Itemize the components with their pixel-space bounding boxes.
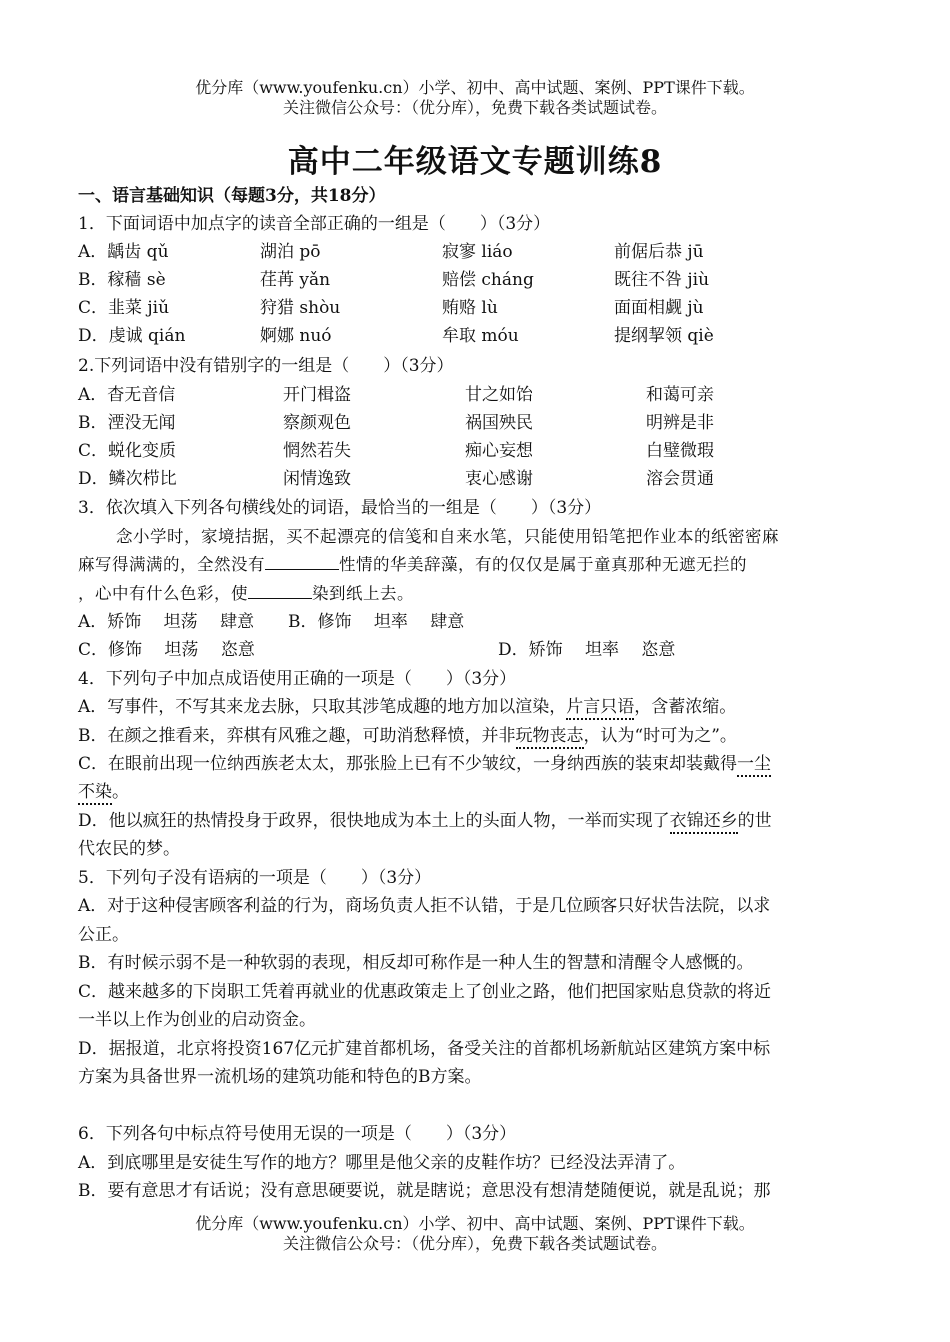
- q2-a-2: 开门楫盗: [283, 385, 351, 405]
- header-line-2: 关注微信公众号：（优分库），免费下载各类试题试卷。: [282, 98, 667, 117]
- q4-a-pre: A．写事件，不写其来龙去脉，只取其涉笔成趣的地方加以渲染，: [78, 697, 567, 717]
- q4-option-c-line-1: [78, 754, 878, 774]
- q2-a-4: 和蔼可亲: [646, 385, 714, 405]
- q3-option-d: D．矫饰 坦率 恣意: [498, 640, 676, 660]
- q1-stem: 1．下面词语中加点字的读音全部正确的一组是（ ）（3分）: [78, 214, 551, 234]
- q6-option-b: B．要有意思才有话说；没有意思硬要说，就是瞎说；意思没有想清楚随便说，就是乱说；那: [78, 1181, 771, 1201]
- q2-a-1: A．杳无音信: [78, 385, 176, 405]
- q5-stem: 5．下列句子没有语病的一项是（ ）（3分）: [78, 868, 432, 888]
- q2-d-1: D．鳞次栉比: [78, 469, 177, 489]
- footer-line-2: 关注微信公众号：（优分库），免费下载各类试题试卷。: [282, 1234, 667, 1253]
- q4-c-post: 。: [112, 782, 129, 802]
- q5-option-d-line-2: 方案为具备世界一流机场的建筑功能和特色的B方案。: [78, 1067, 482, 1087]
- q4-c-pre: C．在眼前出现一位纳西族老太太，那张脸上已有不少皱纹，一身纳西族的装束却装戴得: [78, 754, 738, 774]
- q1-c-1: C．韭菜 jiǔ: [78, 298, 170, 318]
- q3-option-a: A．矫饰 坦荡 肆意: [78, 612, 255, 632]
- q4-option-d-line-1: [78, 811, 878, 831]
- q4-b-pre: B．在颜之推看来，弈棋有风雅之趣，可助消愁释愤，并非: [78, 726, 516, 746]
- q1-b-4: 既往不咎 jiù: [614, 270, 710, 290]
- footer-line-1: 优分库（www.youfenku.cn）小学、初中、高中试题、案例、PPT课件下载。: [195, 1214, 755, 1233]
- q1-c-4: 面面相觑 jù: [614, 298, 704, 318]
- q1-d-1: D．虔诚 qián: [78, 326, 186, 346]
- q2-d-3: 衷心感谢: [465, 469, 533, 489]
- q4-c-dotted-2: 不染: [78, 782, 112, 805]
- q4-option-a: [78, 697, 878, 717]
- q2-stem: 2.下列词语中没有错别字的一组是（ ）（3分）: [78, 356, 454, 376]
- q1-c-2: 狩猎 shòu: [260, 298, 341, 318]
- q3-passage-3a: ，心中有什么色彩，使: [78, 584, 248, 603]
- q4-b-dotted: 玩物丧志: [516, 726, 584, 749]
- q4-c-dotted-1: 一尘: [737, 754, 771, 777]
- q2-a-3: 甘之如饴: [465, 385, 533, 405]
- q3-passage-line-3: [78, 584, 878, 604]
- q2-b-1: B．湮没无闻: [78, 413, 176, 433]
- q1-d-4: 提纲挈领 qiè: [614, 326, 714, 346]
- q2-b-3: 祸国殃民: [465, 413, 533, 433]
- q4-d-pre: D．他以疯狂的热情投身于政界，很快地成为本土上的头面人物，一举而实现了: [78, 811, 670, 831]
- q1-b-3: 赔偿 cháng: [442, 270, 534, 290]
- q1-a-4: 前倨后恭 jū: [614, 242, 704, 262]
- q3-option-b: B．修饰 坦率 肆意: [288, 612, 465, 632]
- q6-stem: 6．下列各句中标点符号使用无误的一项是（ ）（3分）: [78, 1124, 517, 1144]
- q4-option-b: [78, 726, 878, 746]
- q4-stem: 4．下列句子中加点成语使用正确的一项是（ ）（3分）: [78, 669, 517, 689]
- q5-option-a-line-2: 公正。: [78, 925, 129, 945]
- q1-c-3: 贿赂 lù: [442, 298, 498, 318]
- q4-a-post: ，含蓄浓缩。: [634, 697, 737, 717]
- q2-d-2: 闲情逸致: [283, 469, 351, 489]
- q2-c-4: 白璧微瑕: [646, 441, 714, 461]
- q3-option-c: C．修饰 坦荡 恣意: [78, 640, 255, 660]
- q2-b-4: 明辨是非: [646, 413, 714, 433]
- q2-d-4: 溶会贯通: [646, 469, 714, 489]
- q3-blank-2: [248, 584, 312, 599]
- q1-d-2: 婀娜 nuó: [260, 326, 332, 346]
- q3-stem: 3．依次填入下列各句横线处的词语，最恰当的一组是（ ）（3分）: [78, 498, 602, 518]
- q1-d-3: 牟取 móu: [442, 326, 519, 346]
- q3-passage-line-2: [78, 555, 878, 575]
- q1-b-2: 荏苒 yǎn: [260, 270, 331, 290]
- q1-a-2: 湖泊 pō: [260, 242, 321, 262]
- q4-option-c-line-2: [78, 782, 878, 802]
- q3-passage-2b: 性情的华美辞藻，有的仅仅是属于童真那种无遮无拦的: [339, 555, 747, 574]
- q5-option-a-line-1: A．对于这种侵害顾客利益的行为，商场负责人拒不认错，于是几位顾客只好状告法院，以求: [78, 896, 771, 916]
- q4-a-dotted: 片言只语: [566, 697, 634, 720]
- q1-a-3: 寂寥 liáo: [442, 242, 513, 262]
- q5-option-b: B．有时候示弱不是一种软弱的表现，相反却可称作是一种人生的智慧和清醒令人感慨的。: [78, 953, 754, 973]
- page-title: 高中二年级语文专题训练8: [287, 144, 663, 180]
- q1-b-1: B．稼穑 sè: [78, 270, 166, 290]
- q6-option-a: A．到底哪里是安徒生写作的地方？哪里是他父亲的皮鞋作坊？已经没法弄清了。: [78, 1153, 686, 1173]
- q3-passage-line-1: 念小学时，家境拮据，买不起漂亮的信笺和自来水笔，只能使用铅笔把作业本的纸密密麻: [116, 527, 779, 546]
- q1-a-1: A．龋齿 qǔ: [78, 242, 169, 262]
- q3-passage-2a: 麻写得满满的，全然没有: [78, 555, 265, 574]
- q4-d-post: 的世: [737, 811, 772, 831]
- header-line-1: 优分库（www.youfenku.cn）小学、初中、高中试题、案例、PPT课件下载。: [195, 78, 755, 97]
- q5-option-d-line-1: D．据报道，北京将投资167亿元扩建首都机场，备受关注的首都机场新航站区建筑方案中标: [78, 1039, 771, 1059]
- section-heading: 一、语言基础知识（每题3分，共18分）: [78, 186, 386, 206]
- q2-b-2: 察颜观色: [283, 413, 351, 433]
- q4-option-d-line-2: 代农民的梦。: [78, 839, 180, 859]
- q3-passage-3b: 染到纸上去。: [312, 584, 414, 603]
- q4-d-dotted: 衣锦还乡: [670, 811, 738, 834]
- q2-c-2: 惘然若失: [283, 441, 351, 461]
- q5-option-c-line-2: 一半以上作为创业的启动资金。: [78, 1010, 316, 1030]
- q2-c-1: C．蜕化变质: [78, 441, 177, 461]
- q3-blank-1: [265, 555, 339, 570]
- q5-option-c-line-1: C．越来越多的下岗职工凭着再就业的优惠政策走上了创业之路，他们把国家贴息贷款的将近: [78, 982, 772, 1002]
- q2-c-3: 痴心妄想: [465, 441, 533, 461]
- q4-b-post: ，认为“时可为之”。: [583, 726, 737, 746]
